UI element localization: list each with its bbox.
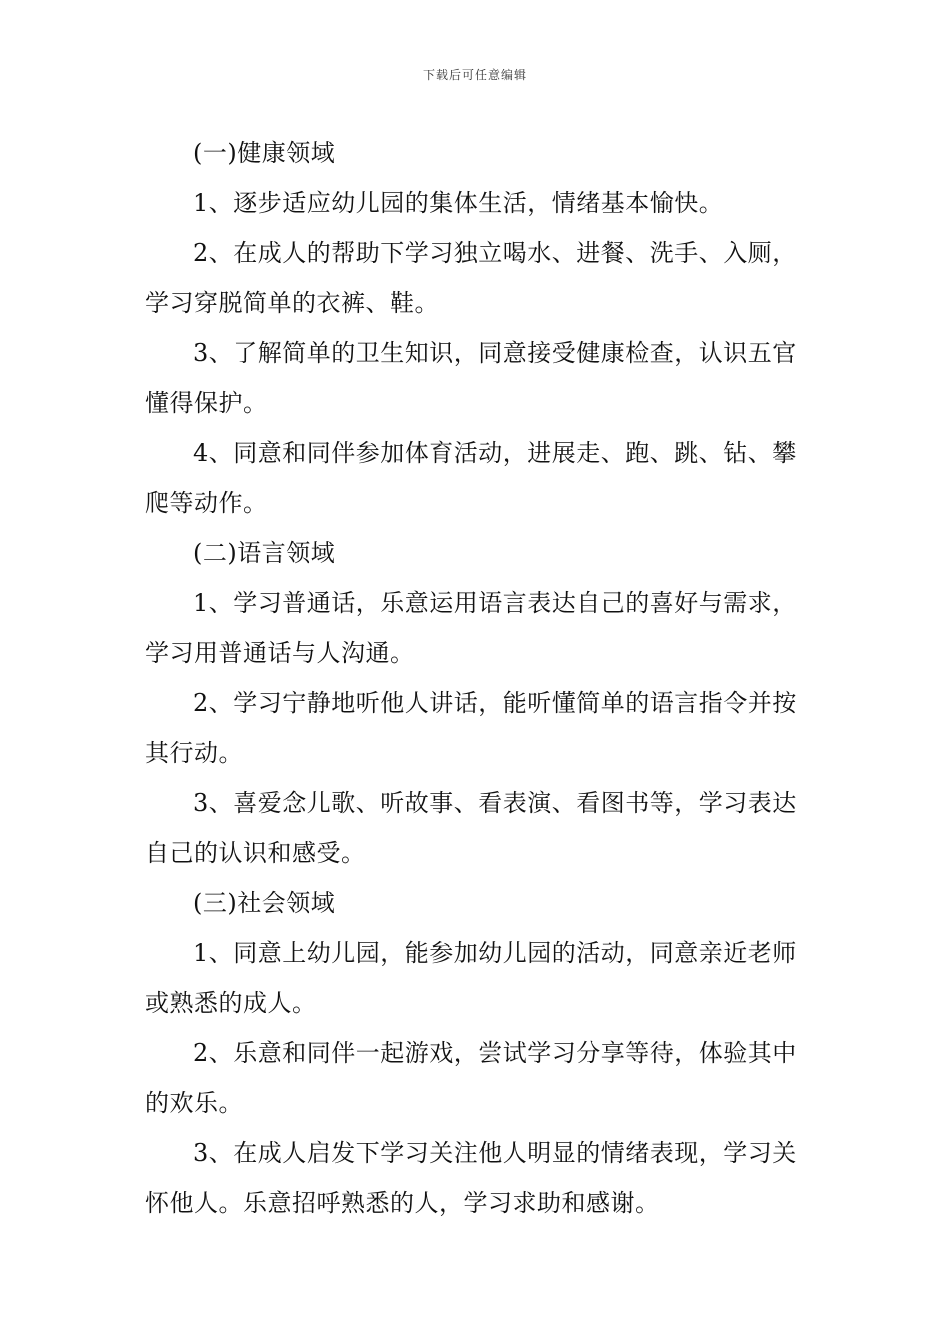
paragraph: 1、同意上幼儿园，能参加幼儿园的活动，同意亲近老师或熟悉的成人。	[145, 939, 797, 1017]
paragraph: 1、逐步适应幼儿园的集体生活，情绪基本愉快。	[193, 189, 724, 217]
paragraph: 2、乐意和同伴一起游戏，尝试学习分享等待，体验其中的欢乐。	[145, 1039, 797, 1117]
paragraph: 2、学习宁静地听他人讲话，能听懂简单的语言指令并按其行动。	[145, 689, 797, 767]
paragraph: 3、喜爱念儿歌、听故事、看表演、看图书等，学习表达自己的认识和感受。	[145, 789, 797, 867]
paragraph: 4、同意和同伴参加体育活动，进展走、跑、跳、钻、攀爬等动作。	[145, 439, 797, 517]
paragraph: 2、在成人的帮助下学习独立喝水、进餐、洗手、入厕，学习穿脱简单的衣裤、鞋。	[145, 239, 797, 317]
section-heading-language: (二)语言领域	[193, 539, 336, 567]
section-heading-social: (三)社会领域	[193, 889, 336, 917]
paragraph: 3、在成人启发下学习关注他人明显的情绪表现，学习关怀他人。乐意招呼熟悉的人，学习求助和感谢。	[145, 1139, 797, 1217]
paragraph: 1、学习普通话，乐意运用语言表达自己的喜好与需求，学习用普通话与人沟通。	[145, 589, 797, 667]
header-note: 下载后可任意编辑	[422, 68, 527, 82]
document-body	[145, 128, 815, 1228]
section-heading-health: (一)健康领域	[193, 139, 336, 167]
paragraph: 3、了解简单的卫生知识，同意接受健康检查，认识五官懂得保护。	[145, 339, 797, 417]
